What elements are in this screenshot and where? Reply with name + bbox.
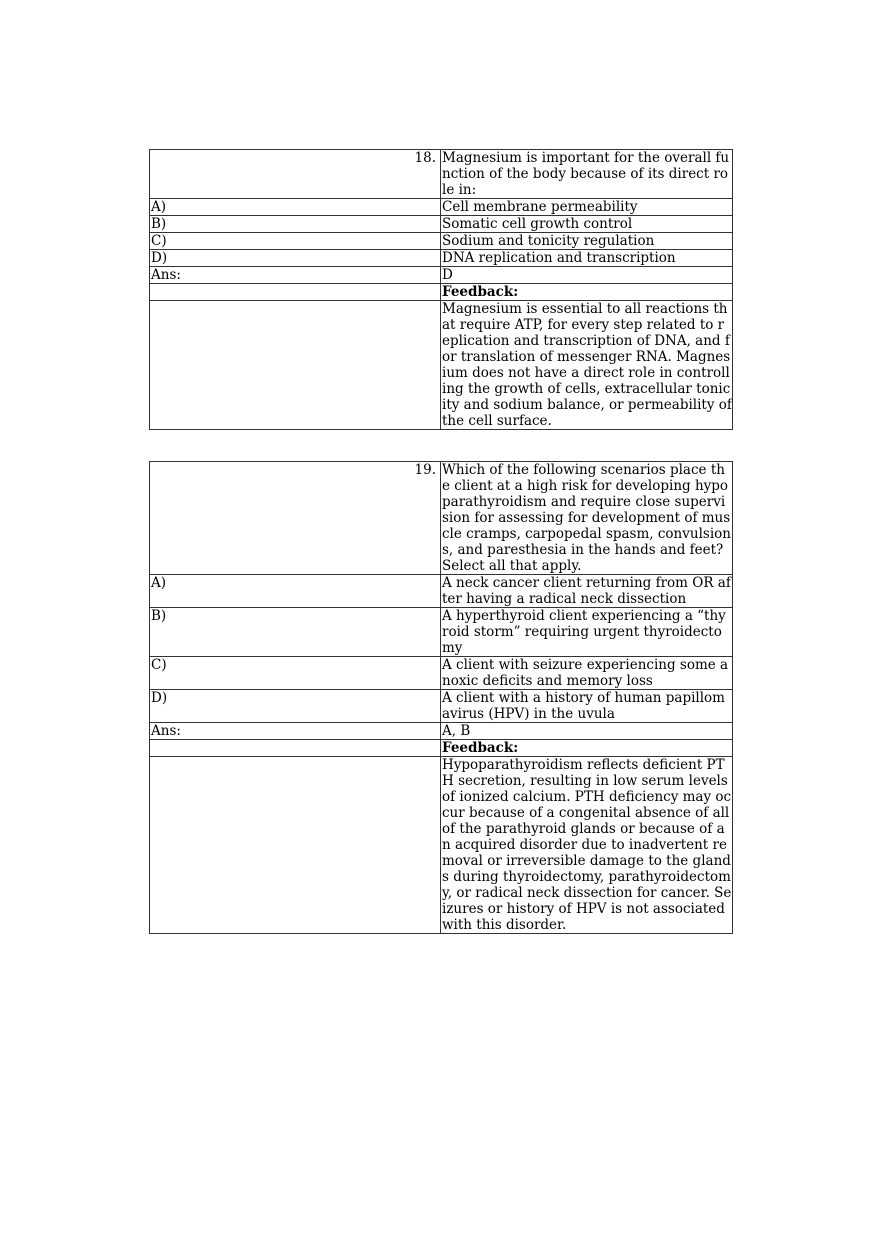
option-row — [150, 199, 733, 216]
answer-row — [150, 267, 733, 284]
option-text: A neck cancer client returning from OR after having a radical neck dissection — [442, 575, 731, 607]
question-number: 19. — [150, 462, 441, 575]
feedback-row — [150, 301, 733, 430]
answer-value: D — [441, 267, 733, 284]
feedback-text: Hypoparathyroidism reflects deficient PTH secretion, resulting in low serum levels of ionized calcium. PTH deficiency may occur because of a congenital absence of all of the parathyroid glands or because of an acquired disorder due to inadvertent removal or irreversible damage to the glands during thyroidectomy, parathyroidectomy, or radical neck dissection for cancer. Seizures or history of HPV is not associated with this disorder. — [442, 757, 732, 933]
option-row — [150, 657, 733, 690]
option-label: A) — [150, 199, 441, 216]
answer-label: Ans: — [150, 267, 441, 284]
empty-cell — [150, 740, 441, 757]
empty-cell — [150, 301, 441, 430]
option-label: B) — [150, 216, 441, 233]
option-row — [150, 250, 733, 267]
option-text: Sodium and tonicity regulation — [441, 233, 733, 250]
feedback-heading-row — [150, 740, 733, 757]
feedback-row — [150, 757, 733, 934]
option-text: A hyperthyroid client experiencing a “thyroid storm” requiring urgent thyroidectomy — [441, 608, 733, 657]
empty-cell — [150, 757, 441, 934]
question-18-table — [149, 149, 733, 430]
option-label: D) — [150, 690, 441, 723]
question-stem-row — [150, 150, 733, 199]
option-label: D) — [150, 250, 441, 267]
option-label: B) — [150, 608, 441, 657]
answer-value: A, B — [441, 723, 733, 740]
option-text: A client with seizure experiencing some anoxic deficits and memory loss — [441, 657, 733, 690]
feedback-heading: Feedback: — [441, 284, 733, 301]
option-row — [150, 690, 733, 723]
question-stem: Magnesium is important for the overall function of the body because of its direct role in: — [441, 150, 733, 199]
empty-cell — [150, 284, 441, 301]
answer-row — [150, 723, 733, 740]
option-label: A) — [150, 575, 441, 608]
option-row — [150, 608, 733, 657]
question-number: 18. — [150, 150, 441, 199]
option-row — [150, 233, 733, 250]
feedback-text: Magnesium is essential to all reactions that require ATP, for every step related to replication and transcription of DNA, and for translation of messenger RNA. Magnesium does not have a direct role in controlling the growth of cells, extracellular tonicity and sodium balance, or permeability of the cell surface. — [442, 301, 732, 429]
question-stem: Which of the following scenarios place the client at a high risk for developing hypoparathyroidism and require close supervision for assessing for development of muscle cramps, carpopedal spasm, convulsions, and paresthesia in the hands and feet? Select all that apply. — [442, 462, 731, 574]
option-text: Cell membrane permeability — [441, 199, 733, 216]
option-text: Somatic cell growth control — [441, 216, 733, 233]
option-text: A client with a history of human papillomavirus (HPV) in the uvula — [441, 690, 733, 723]
option-label: C) — [150, 233, 441, 250]
option-label: C) — [150, 657, 441, 690]
feedback-heading: Feedback: — [441, 740, 733, 757]
feedback-heading-row — [150, 284, 733, 301]
option-row — [150, 216, 733, 233]
question-stem-row — [150, 462, 733, 575]
option-text: DNA replication and transcription — [441, 250, 733, 267]
option-row — [150, 575, 733, 608]
answer-label: Ans: — [150, 723, 441, 740]
question-19-table — [149, 461, 733, 934]
